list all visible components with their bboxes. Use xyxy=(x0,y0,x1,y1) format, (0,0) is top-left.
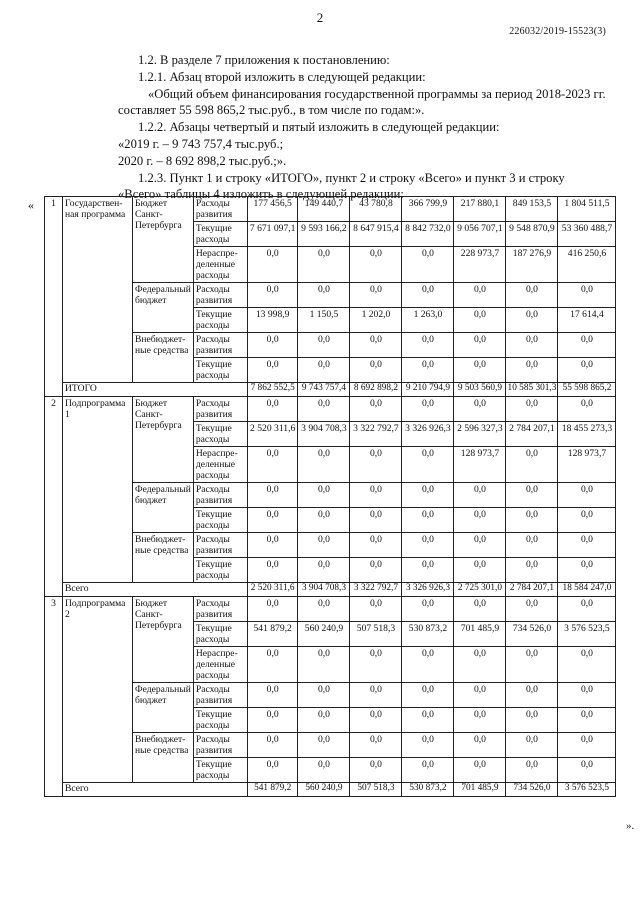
paragraph-1-2: 1.2. В разделе 7 приложения к постановлению: xyxy=(138,53,390,67)
total-amount-cell: 3 904 708,3 xyxy=(298,583,350,597)
amount-cell: 0,0 xyxy=(350,758,402,783)
amount-cell: 0,0 xyxy=(247,758,298,783)
funding-source: Федеральный бюджет xyxy=(133,483,194,533)
expense-type: Расходы развития xyxy=(193,733,247,758)
amount-cell: 0,0 xyxy=(247,597,298,622)
amount-cell: 0,0 xyxy=(298,447,350,483)
amount-cell: 0,0 xyxy=(402,358,454,383)
amount-cell: 0,0 xyxy=(402,597,454,622)
amount-cell: 0,0 xyxy=(402,558,454,583)
total-amount-cell: 3 576 523,5 xyxy=(558,783,616,797)
page-number: 2 xyxy=(316,10,324,25)
amount-cell: 0,0 xyxy=(298,647,350,683)
amount-cell: 0,0 xyxy=(350,483,402,508)
amount-cell: 7 671 097,1 xyxy=(247,222,298,247)
amount-cell: 0,0 xyxy=(402,247,454,283)
expense-type: Расходы развития xyxy=(193,683,247,708)
amount-cell: 0,0 xyxy=(454,283,506,308)
amount-cell: 0,0 xyxy=(558,597,616,622)
expense-type: Текущие расходы xyxy=(193,422,247,447)
amount-cell: 0,0 xyxy=(350,647,402,683)
total-amount-cell: 8 692 898,2 xyxy=(350,383,402,397)
section-index: 2 xyxy=(45,397,63,597)
total-row xyxy=(45,583,616,597)
section-index: 3 xyxy=(45,597,63,797)
amount-cell: 0,0 xyxy=(506,333,558,358)
amount-cell: 0,0 xyxy=(506,733,558,758)
total-amount-cell: 9 743 757,4 xyxy=(298,383,350,397)
amount-cell: 0,0 xyxy=(558,758,616,783)
amount-cell: 0,0 xyxy=(350,558,402,583)
amount-cell: 0,0 xyxy=(506,447,558,483)
amount-cell: 228 973,7 xyxy=(454,247,506,283)
amount-cell: 0,0 xyxy=(247,283,298,308)
program-name: Подпрограмма 2 xyxy=(63,597,133,783)
amount-cell: 0,0 xyxy=(298,597,350,622)
amount-cell: 1 150,5 xyxy=(298,308,350,333)
amount-cell: 0,0 xyxy=(454,597,506,622)
amount-cell: 2 520 311,6 xyxy=(247,422,298,447)
amount-cell: 0,0 xyxy=(454,508,506,533)
table-row xyxy=(45,597,616,622)
amount-cell: 0,0 xyxy=(350,247,402,283)
expense-type: Текущие расходы xyxy=(193,308,247,333)
amount-cell: 0,0 xyxy=(298,333,350,358)
amount-cell: 0,0 xyxy=(247,508,298,533)
amount-cell: 0,0 xyxy=(247,733,298,758)
total-amount-cell: 734 526,0 xyxy=(506,783,558,797)
amount-cell: 0,0 xyxy=(506,533,558,558)
amount-cell: 507 518,3 xyxy=(350,622,402,647)
amount-cell: 0,0 xyxy=(247,247,298,283)
amount-cell: 0,0 xyxy=(558,533,616,558)
amount-cell: 0,0 xyxy=(402,333,454,358)
open-quote: « xyxy=(28,198,34,212)
amount-cell: 0,0 xyxy=(402,733,454,758)
amount-cell: 849 153,5 xyxy=(506,197,558,222)
total-amount-cell: 10 585 301,3 xyxy=(506,383,558,397)
amount-cell: 0,0 xyxy=(402,683,454,708)
amount-cell: 0,0 xyxy=(402,708,454,733)
amount-cell: 0,0 xyxy=(506,558,558,583)
funding-source: Бюджет Санкт-Петербурга xyxy=(133,597,194,683)
amount-cell: 0,0 xyxy=(350,597,402,622)
expense-type: Расходы развития xyxy=(193,197,247,222)
program-name: Подпрограмма 1 xyxy=(63,397,133,583)
amount-cell: 17 614,4 xyxy=(558,308,616,333)
amount-cell: 2 596 327,3 xyxy=(454,422,506,447)
funding-source: Внебюджет-ные средства xyxy=(133,333,194,383)
amount-cell: 0,0 xyxy=(506,308,558,333)
amount-cell: 0,0 xyxy=(298,558,350,583)
total-amount-cell: 9 210 794,9 xyxy=(402,383,454,397)
amount-cell: 0,0 xyxy=(454,647,506,683)
financing-table xyxy=(44,196,616,797)
expense-type: Расходы развития xyxy=(193,597,247,622)
amount-cell: 9 056 707,1 xyxy=(454,222,506,247)
amount-cell: 0,0 xyxy=(350,283,402,308)
expense-type: Расходы развития xyxy=(193,333,247,358)
amount-cell: 1 202,0 xyxy=(350,308,402,333)
amount-cell: 0,0 xyxy=(402,397,454,422)
table-row xyxy=(45,397,616,422)
amount-cell: 0,0 xyxy=(506,758,558,783)
expense-type: Текущие расходы xyxy=(193,622,247,647)
total-amount-cell: 701 485,9 xyxy=(454,783,506,797)
amount-cell: 0,0 xyxy=(558,647,616,683)
amount-cell: 0,0 xyxy=(247,447,298,483)
amount-cell: 0,0 xyxy=(350,508,402,533)
total-amount-cell: 55 598 865,2 xyxy=(558,383,616,397)
amount-cell: 0,0 xyxy=(558,558,616,583)
total-amount-cell: 9 503 560,9 xyxy=(454,383,506,397)
document-number: 226032/2019-15523(3) xyxy=(509,26,606,37)
amount-cell: 0,0 xyxy=(350,397,402,422)
amount-cell: 0,0 xyxy=(454,758,506,783)
section-index: 1 xyxy=(45,197,63,397)
amount-cell: 0,0 xyxy=(454,333,506,358)
amount-cell: 541 879,2 xyxy=(247,622,298,647)
total-amount-cell: 530 873,2 xyxy=(402,783,454,797)
paragraph-2020: 2020 г. – 8 692 898,2 тыс.руб.;». xyxy=(118,154,287,168)
funding-source: Бюджет Санкт-Петербурга xyxy=(133,397,194,483)
amount-cell: 128 973,7 xyxy=(558,447,616,483)
paragraph-2019: «2019 г. – 9 743 757,4 тыс.руб.; xyxy=(118,137,284,151)
total-label: Всего xyxy=(63,583,248,597)
amount-cell: 1 804 511,5 xyxy=(558,197,616,222)
amount-cell: 8 647 915,4 xyxy=(350,222,402,247)
amount-cell: 0,0 xyxy=(298,533,350,558)
expense-type: Текущие расходы xyxy=(193,508,247,533)
total-amount-cell: 3 322 792,7 xyxy=(350,583,402,597)
amount-cell: 3 326 926,3 xyxy=(402,422,454,447)
amount-cell: 0,0 xyxy=(298,708,350,733)
expense-type: Текущие расходы xyxy=(193,758,247,783)
amount-cell: 416 250,6 xyxy=(558,247,616,283)
total-amount-cell: 3 326 926,3 xyxy=(402,583,454,597)
table-row xyxy=(45,197,616,222)
amount-cell: 0,0 xyxy=(506,397,558,422)
total-label: Всего xyxy=(63,783,248,797)
amount-cell: 0,0 xyxy=(350,358,402,383)
total-amount-cell: 2 784 207,1 xyxy=(506,583,558,597)
total-row xyxy=(45,383,616,397)
amount-cell: 0,0 xyxy=(506,483,558,508)
amount-cell: 0,0 xyxy=(298,508,350,533)
amount-cell: 0,0 xyxy=(558,508,616,533)
amount-cell: 0,0 xyxy=(247,483,298,508)
amount-cell: 0,0 xyxy=(298,683,350,708)
amount-cell: 0,0 xyxy=(558,333,616,358)
amount-cell: 18 455 273,3 xyxy=(558,422,616,447)
amount-cell: 0,0 xyxy=(558,708,616,733)
amount-cell: 0,0 xyxy=(350,447,402,483)
amount-cell: 0,0 xyxy=(298,758,350,783)
amount-cell: 530 873,2 xyxy=(402,622,454,647)
amount-cell: 0,0 xyxy=(247,558,298,583)
amount-cell: 0,0 xyxy=(558,358,616,383)
amount-cell: 0,0 xyxy=(506,683,558,708)
expense-type: Нераспре-деленные расходы xyxy=(193,647,247,683)
amount-cell: 0,0 xyxy=(350,533,402,558)
total-amount-cell: 507 518,3 xyxy=(350,783,402,797)
amount-cell: 2 784 207,1 xyxy=(506,422,558,447)
expense-type: Расходы развития xyxy=(193,533,247,558)
amount-cell: 53 360 488,7 xyxy=(558,222,616,247)
paragraph-1-2-2: 1.2.2. Абзацы четвертый и пятый изложить в следующей редакции: xyxy=(138,120,500,134)
amount-cell: 0,0 xyxy=(350,733,402,758)
amount-cell: 0,0 xyxy=(402,508,454,533)
amount-cell: 0,0 xyxy=(506,358,558,383)
amount-cell: 0,0 xyxy=(402,447,454,483)
amount-cell: 3 576 523,5 xyxy=(558,622,616,647)
total-amount-cell: 7 862 552,5 xyxy=(247,383,298,397)
amount-cell: 187 276,9 xyxy=(506,247,558,283)
amount-cell: 0,0 xyxy=(506,708,558,733)
amount-cell: 0,0 xyxy=(558,733,616,758)
amount-cell: 0,0 xyxy=(402,758,454,783)
amount-cell: 0,0 xyxy=(454,483,506,508)
amount-cell: 0,0 xyxy=(558,283,616,308)
amount-cell: 0,0 xyxy=(454,308,506,333)
amount-cell: 0,0 xyxy=(298,483,350,508)
amount-cell: 0,0 xyxy=(298,358,350,383)
expense-type: Текущие расходы xyxy=(193,708,247,733)
amount-cell: 0,0 xyxy=(298,283,350,308)
expense-type: Нераспре-деленные расходы xyxy=(193,447,247,483)
amount-cell: 0,0 xyxy=(247,647,298,683)
amount-cell: 701 485,9 xyxy=(454,622,506,647)
amount-cell: 128 973,7 xyxy=(454,447,506,483)
amount-cell: 0,0 xyxy=(558,483,616,508)
funding-source: Федеральный бюджет xyxy=(133,683,194,733)
amount-cell: 0,0 xyxy=(247,683,298,708)
amount-cell: 0,0 xyxy=(402,483,454,508)
paragraph-quote-line-1: «Общий объем финансирования государственной программы за период 2018-2023 гг. xyxy=(148,87,606,101)
expense-type: Нераспре-деленные расходы xyxy=(193,247,247,283)
amount-cell: 0,0 xyxy=(454,708,506,733)
amount-cell: 560 240,9 xyxy=(298,622,350,647)
amount-cell: 0,0 xyxy=(247,358,298,383)
amount-cell: 0,0 xyxy=(247,708,298,733)
total-row xyxy=(45,783,616,797)
total-amount-cell: 2 520 311,6 xyxy=(247,583,298,597)
amount-cell: 0,0 xyxy=(506,508,558,533)
amount-cell: 0,0 xyxy=(558,397,616,422)
program-name: Государствен-ная программа xyxy=(63,197,133,383)
close-quote: ». xyxy=(626,820,635,832)
amount-cell: 0,0 xyxy=(402,533,454,558)
amount-cell: 0,0 xyxy=(454,558,506,583)
amount-cell: 13 998,9 xyxy=(247,308,298,333)
amount-cell: 0,0 xyxy=(298,397,350,422)
amount-cell: 366 799,9 xyxy=(402,197,454,222)
expense-type: Расходы развития xyxy=(193,483,247,508)
amount-cell: 0,0 xyxy=(454,533,506,558)
amount-cell: 0,0 xyxy=(247,397,298,422)
amount-cell: 3 904 708,3 xyxy=(298,422,350,447)
funding-source: Внебюджет-ные средства xyxy=(133,533,194,583)
amount-cell: 0,0 xyxy=(506,283,558,308)
amount-cell: 0,0 xyxy=(454,733,506,758)
amount-cell: 177 456,5 xyxy=(247,197,298,222)
amount-cell: 9 593 166,2 xyxy=(298,222,350,247)
paragraph-1-2-3: 1.2.3. Пункт 1 и строку «ИТОГО», пункт 2 и строку «Всего» и пункт 3 и строку xyxy=(138,171,565,185)
expense-type: Расходы развития xyxy=(193,397,247,422)
amount-cell: 0,0 xyxy=(298,247,350,283)
amount-cell: 0,0 xyxy=(402,647,454,683)
expense-type: Текущие расходы xyxy=(193,558,247,583)
amount-cell: 0,0 xyxy=(247,333,298,358)
paragraph-1-2-1: 1.2.1. Абзац второй изложить в следующей редакции: xyxy=(138,70,426,84)
amount-cell: 0,0 xyxy=(247,533,298,558)
amount-cell: 0,0 xyxy=(506,597,558,622)
paragraph-quote-line-2: составляет 55 598 865,2 тыс.руб., в том числе по годам:». xyxy=(118,103,425,117)
amount-cell: 0,0 xyxy=(402,283,454,308)
expense-type: Расходы развития xyxy=(193,283,247,308)
total-label: ИТОГО xyxy=(63,383,248,397)
amount-cell: 0,0 xyxy=(350,683,402,708)
total-amount-cell: 18 584 247,0 xyxy=(558,583,616,597)
amount-cell: 43 780,8 xyxy=(350,197,402,222)
amount-cell: 734 526,0 xyxy=(506,622,558,647)
amount-cell: 8 842 732,0 xyxy=(402,222,454,247)
funding-source: Бюджет Санкт-Петербурга xyxy=(133,197,194,283)
total-amount-cell: 2 725 301,0 xyxy=(454,583,506,597)
amount-cell: 0,0 xyxy=(298,733,350,758)
amount-cell: 3 322 792,7 xyxy=(350,422,402,447)
expense-type: Текущие расходы xyxy=(193,222,247,247)
amount-cell: 1 263,0 xyxy=(402,308,454,333)
amount-cell: 9 548 870,9 xyxy=(506,222,558,247)
total-amount-cell: 541 879,2 xyxy=(247,783,298,797)
amount-cell: 0,0 xyxy=(350,708,402,733)
amount-cell: 0,0 xyxy=(558,683,616,708)
financing-table-body xyxy=(45,197,616,797)
amount-cell: 0,0 xyxy=(454,683,506,708)
amount-cell: 0,0 xyxy=(454,358,506,383)
expense-type: Текущие расходы xyxy=(193,358,247,383)
funding-source: Внебюджет-ные средства xyxy=(133,733,194,783)
amount-cell: 0,0 xyxy=(506,647,558,683)
amount-cell: 149 440,7 xyxy=(298,197,350,222)
total-amount-cell: 560 240,9 xyxy=(298,783,350,797)
amount-cell: 0,0 xyxy=(350,333,402,358)
amount-cell: 0,0 xyxy=(454,397,506,422)
amount-cell: 217 880,1 xyxy=(454,197,506,222)
paragraph-1-2-3-cont: «Всего» таблицы 4 изложить в следующей редакции: xyxy=(118,187,404,201)
funding-source: Федеральный бюджет xyxy=(133,283,194,333)
